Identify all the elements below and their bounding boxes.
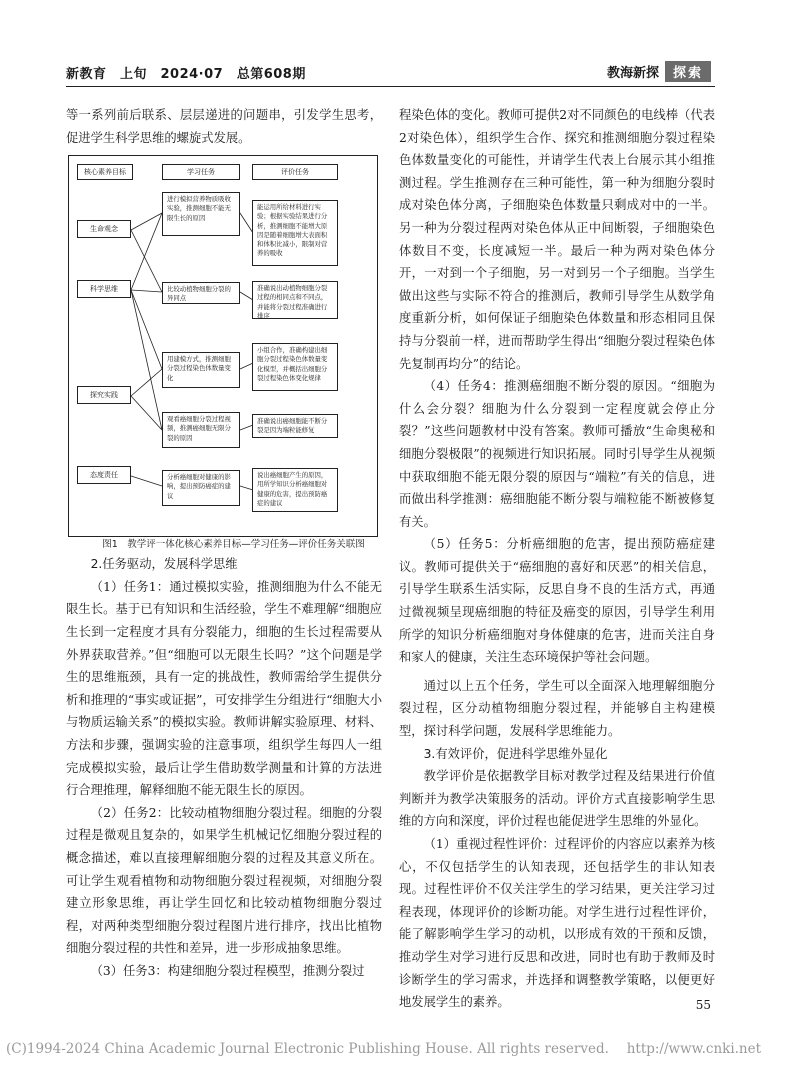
- goal-box: 态度责任: [77, 466, 131, 484]
- paragraph: 等一系列前后联系、层层递进的问题串，引发学生思考，促进学生科学思维的螺旋式发展。: [66, 108, 382, 145]
- page-number: 55: [695, 998, 711, 1012]
- paragraph: （4）任务4：推测癌细胞不断分裂的原因。“细胞为什么会分裂？细胞为什么分裂到一定程度就会停止分裂？”这些问题教材中没有答案。教师可播放“生命奥秘和细胞分裂极限”的视频进行知识拓展。同时引导学生从视频中获取细胞不能无限分裂的原因与“端粒”有关的信息，进而做出科学推测：癌细胞能不断分裂与端粒能不断被修复有关。: [399, 379, 715, 529]
- left-column: [66, 104, 382, 982]
- eval-box: 准确说出动植物细胞分裂过程的相同点和不同点，并能将分裂过程准确进行排序: [252, 281, 338, 319]
- section-header: [607, 61, 711, 82]
- eval-box: 说出癌细胞产生的原因，用所学知识分析癌细胞对健康的危害，提出预防癌症的建议: [252, 468, 338, 512]
- paragraph: （1）任务1：通过模拟实验，推测细胞为什么不能无限生长。基于已有知识和生活经验，学生不难理解“细胞应生长到一定程度才具有分裂能力，细胞的生长过程需要从外界获取营养。”但“细胞可以无限生长吗？”这个问题是学生的思维瓶颈，具有一定的挑战性，教师需给学生提供分析和推理的“事实或证据”，可安排学生分组进行“细胞大小与物质运输关系”的模拟实验。教师讲解实验原理、材料、方法和步骤，强调实验的注意事项，组织学生每四人一组完成模拟实验，最后让学生借助数学测量和计算的方法进行合理推理，解释细胞不能无限生长的原因。: [66, 579, 382, 798]
- eval-box: 小组合作，准确构建出细胞分裂过程染色体数量变化模型，并概括出细胞分裂过程染色体变化规律: [252, 343, 338, 391]
- task-box: 进行模拟营养物质吸收实验，推测细胞不能无限生长的原因: [162, 192, 240, 236]
- header-rule: [66, 86, 715, 87]
- header-evals: 评价任务: [252, 164, 338, 180]
- task-box: 分析癌细胞对健康的影响，提出预防癌症的建议: [162, 470, 240, 506]
- section-heading: 3.有效评价，促进科学思维外显化: [423, 746, 608, 761]
- task-box: 观看癌细胞分裂过程视频，推测癌细胞无限分裂的原因: [162, 412, 240, 448]
- paragraph: 通过以上五个任务，学生可以全面深入地理解细胞分裂过程，区分动植物细胞分裂过程，并能够自主构建模型，探讨科学问题，发展科学思维能力。: [399, 678, 715, 739]
- paragraph: （2）任务2：比较动植物细胞分裂过程。细胞的分裂过程是微观且复杂的，如果学生机械记忆细胞分裂过程的概念描述，难以直接理解细胞分裂的过程及其意义所在。可让学生观看植物和动物细胞分裂过程视频，对细胞分裂建立形象思维，再让学生回忆和比较动植物细胞分裂过程，对两种类型细胞分裂过程图片进行排序，找出比植物细胞分裂过程的共性和差异，进一步形成抽象思维。: [66, 805, 382, 956]
- section-name: 教海新探: [606, 66, 659, 81]
- header-tasks: 学习任务: [162, 164, 240, 180]
- paragraph: （1）重视过程性评价：过程评价的内容应以素养为核心，不仅包括学生的认知表现，还包括学生的非认知表现。过程性评价不仅关注学生的学习结果，更关注学习过程表现，体现评价的诊断功能。对学生进行过程性评价，能了解影响学生学习的动机，以形成有效的干预和反馈，推动学生对学习进行反思和改进，同时也有助于教师及时诊断学生的学习需求，并选择和调整教学策略，以便更好地发展学生的素养。: [399, 837, 715, 1010]
- goal-box: 探究实践: [77, 386, 131, 404]
- task-box: 用建模方式，推测细胞分裂过程染色体数量变化: [162, 352, 240, 388]
- relation-figure: [68, 155, 378, 537]
- figure-caption: 图1 教学评一体化核心素养目标—学习任务—评价任务关联图: [102, 539, 365, 551]
- journal-header: 新教育 上旬 2024·07 总第608期: [66, 67, 306, 82]
- goal-box: 生命观念: [77, 220, 131, 238]
- paragraph: （3）任务3：构建细胞分裂过程模型，推测分裂过: [90, 963, 365, 978]
- section-heading: 2.任务驱动，发展科学思维: [90, 557, 238, 572]
- eval-box: 准确说出癌细胞能不断分裂是因为端粒能修复: [252, 414, 338, 438]
- task-box: 比较动植物细胞分裂的异同点: [162, 282, 240, 304]
- eval-box: 能运用所给材料进行实验；根据实验结果进行分析，推测细胞不能增大原因是随着细胞增大表面积和体积比减小，限制对营养的吸收: [252, 200, 338, 266]
- paragraph: （5）任务5：分析癌细胞的危害，提出预防癌症建议。教师可提供关于“癌细胞的喜好和厌恶”的相关信息，引导学生联系生活实际，反思自身不良的生活方式，再通过微视频呈现癌细胞的特征及癌变的原因，引导学生利用所学的知识分析癌细胞对身体健康的危害，进而关注自身和家人的健康，关注生态环境保护等社会问题。: [399, 537, 715, 665]
- header-goals: 核心素养目标: [77, 164, 133, 180]
- section-tag: 探索: [665, 61, 711, 82]
- goal-box: 科学思维: [77, 280, 131, 298]
- paragraph: 教学评价是依据教学目标对教学过程及结果进行价值判断并为教学决策服务的活动。评价方式直接影响学生思维的方向和深度，评价过程也能促进学生思维的外显化。: [399, 769, 715, 829]
- paragraph: 程染色体的变化。教师可提供2对不同颜色的电线棒（代表2对染色体），组织学生合作、探究和推测细胞分裂过程染色体数量变化的可能性，并请学生代表上台展示其小组推测过程。学生推测存在三种可能性，第一种为细胞分裂时成对染色体分离，子细胞染色体数量只剩成对中的一半。另一种为分裂过程两对染色体从正中间断裂，子细胞染色体数目不变，长度减短一半。最后一种为两对染色体分开，一对到一个子细胞，另一对到另一个子细胞。当学生做出这些与实际不符合的推测后，教师引导学生从数学角度重新分析，如何保证子细胞染色体数量和形态相同且保持与分裂前一样，进而帮助学生得出“细胞分裂过程染色体先复制再均分”的结论。: [399, 108, 715, 371]
- right-column: [399, 104, 715, 1014]
- copyright-line: (C)1994-2024 China Academic Journal Electronic Publishing House. All rights reserved. http://www.cnki.net: [6, 1041, 762, 1057]
